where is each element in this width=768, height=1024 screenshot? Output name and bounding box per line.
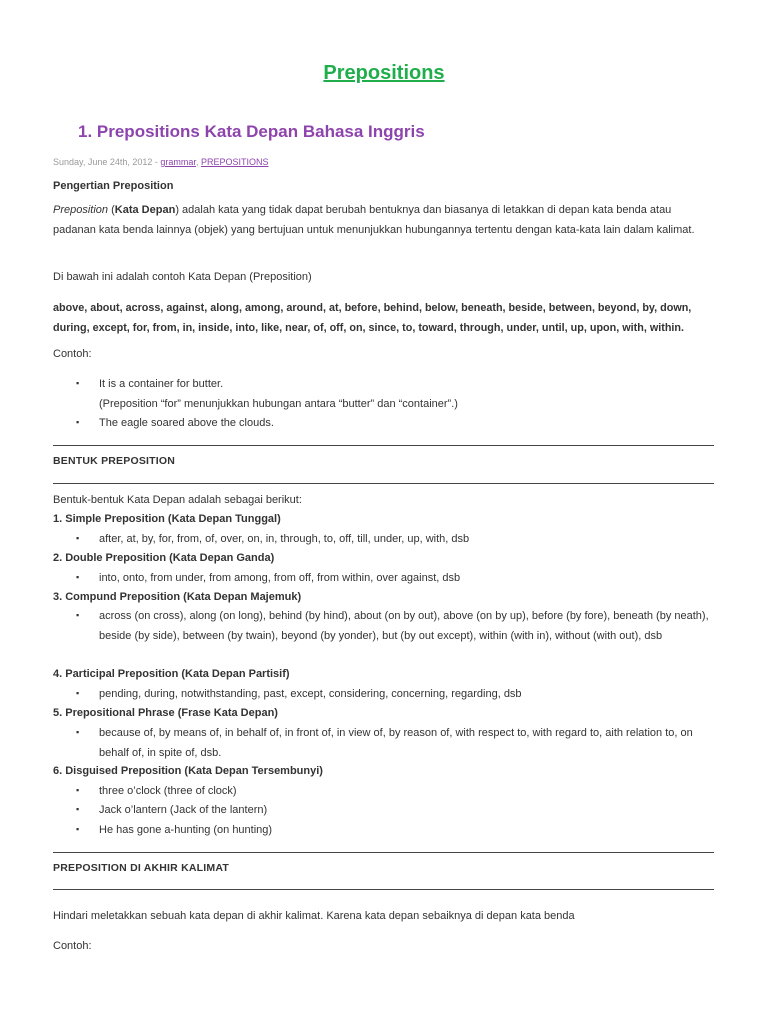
divider — [53, 445, 714, 446]
intro-subtitle: Pengertian Preposition — [53, 180, 174, 192]
bullet-marker: ▪ — [76, 727, 80, 737]
form-title: 1. Simple Preposition (Kata Depan Tunggal) — [53, 513, 281, 525]
tag-separator: , — [195, 157, 201, 167]
akhir-header: PREPOSITION DI AKHIR KALIMAT — [53, 862, 229, 874]
bullet-marker: ▪ — [76, 378, 80, 388]
bullet-marker: ▪ — [76, 688, 80, 698]
preposition-list: above, about, across, against, along, among, around, at, before, behind, below, beneath, beside, between, beyond, by, down, during, except, for, from, in, inside, into, like, near, of, off, on, since, to, toward, through, under, until, up, upon, with, within. — [53, 302, 692, 334]
divider — [53, 483, 714, 484]
form-title: 6. Disguised Preposition (Kata Depan Tersembunyi) — [53, 765, 323, 777]
form-bullet: across (on cross), along (on long), behind (by hind), about (on by out), above (on by up), before (by fore), beneath (by neath), beside (by side), between (by twain), beyond (by yonder), but (by out except), within (with in), without (with out), dsb — [99, 610, 709, 642]
section-heading: 1. Prepositions Kata Depan Bahasa Inggris — [78, 122, 425, 141]
bullet-marker: ▪ — [76, 804, 80, 814]
term-paren-open: ( — [108, 204, 115, 216]
list-intro: Di bawah ini adalah contoh Kata Depan (Preposition) — [53, 271, 312, 283]
form-bullet: three o’clock (three of clock) — [99, 785, 237, 797]
tag-link-prepositions[interactable]: PREPOSITIONS — [200, 157, 269, 167]
post-meta — [53, 157, 268, 167]
form-bullet: after, at, by, for, from, of, over, on, in, through, to, off, till, under, up, with, dsb — [99, 533, 470, 545]
bentuk-header: BENTUK PREPOSITION — [53, 455, 176, 467]
form-bullet: He has gone a-hunting (on hunting) — [99, 824, 273, 836]
form-title: 2. Double Preposition (Kata Depan Ganda) — [53, 552, 275, 564]
form-bullet: Jack o’lantern (Jack of the lantern) — [99, 804, 268, 816]
definition-text: ) adalah kata yang tidak dapat berubah bentuknya dan biasanya di letakkan di depan kata benda atau padanan kata benda lainnya (objek) yang bertujuan untuk menunjukkan hubungannya tertentu dengan kata-kata lain dalam kalimat. — [53, 204, 695, 236]
bullet-marker: ▪ — [76, 824, 80, 834]
form-title: 4. Participal Preposition (Kata Depan Partisif) — [53, 668, 290, 680]
bullet-marker: ▪ — [76, 610, 80, 620]
bullet-marker: ▪ — [76, 785, 80, 795]
example-item: It is a container for butter. — [99, 378, 224, 390]
term-bold: Kata Depan — [114, 204, 176, 216]
term-italic: Preposition — [53, 204, 109, 216]
form-title: 3. Compund Preposition (Kata Depan Majemuk) — [53, 591, 302, 603]
form-bullet: because of, by means of, in behalf of, in front of, in view of, by reason of, with respect to, with regard to, aith relation to, on behalf of, in spite of, dsb. — [99, 727, 693, 759]
divider — [53, 889, 714, 890]
bullet-marker: ▪ — [76, 533, 80, 543]
akhir-text: Hindari meletakkan sebuah kata depan di akhir kalimat. Karena kata depan sebaiknya di depan kata benda — [53, 910, 575, 922]
definition-paragraph — [53, 200, 715, 240]
page-title: Prepositions — [323, 62, 445, 84]
tag-link-grammar[interactable]: grammar — [160, 157, 196, 167]
form-bullet: pending, during, notwithstanding, past, except, considering, concerning, regarding, dsb — [99, 688, 522, 700]
akhir-contoh-label: Contoh: — [53, 940, 92, 952]
form-bullet: into, onto, from under, from among, from off, from within, over against, dsb — [99, 572, 461, 584]
post-date: Sunday, June 24th, 2012 - — [53, 157, 161, 167]
bullet-marker: ▪ — [76, 572, 80, 582]
contoh-label: Contoh: — [53, 348, 92, 360]
bentuk-intro: Bentuk-bentuk Kata Depan adalah sebagai berikut: — [53, 494, 302, 506]
example-item: The eagle soared above the clouds. — [99, 417, 274, 429]
example-note: (Preposition “for” menunjukkan hubungan antara “butter” dan “container”.) — [99, 398, 458, 410]
form-title: 5. Prepositional Phrase (Frase Kata Depan) — [53, 707, 278, 719]
bullet-marker: ▪ — [76, 417, 80, 427]
divider — [53, 852, 714, 853]
